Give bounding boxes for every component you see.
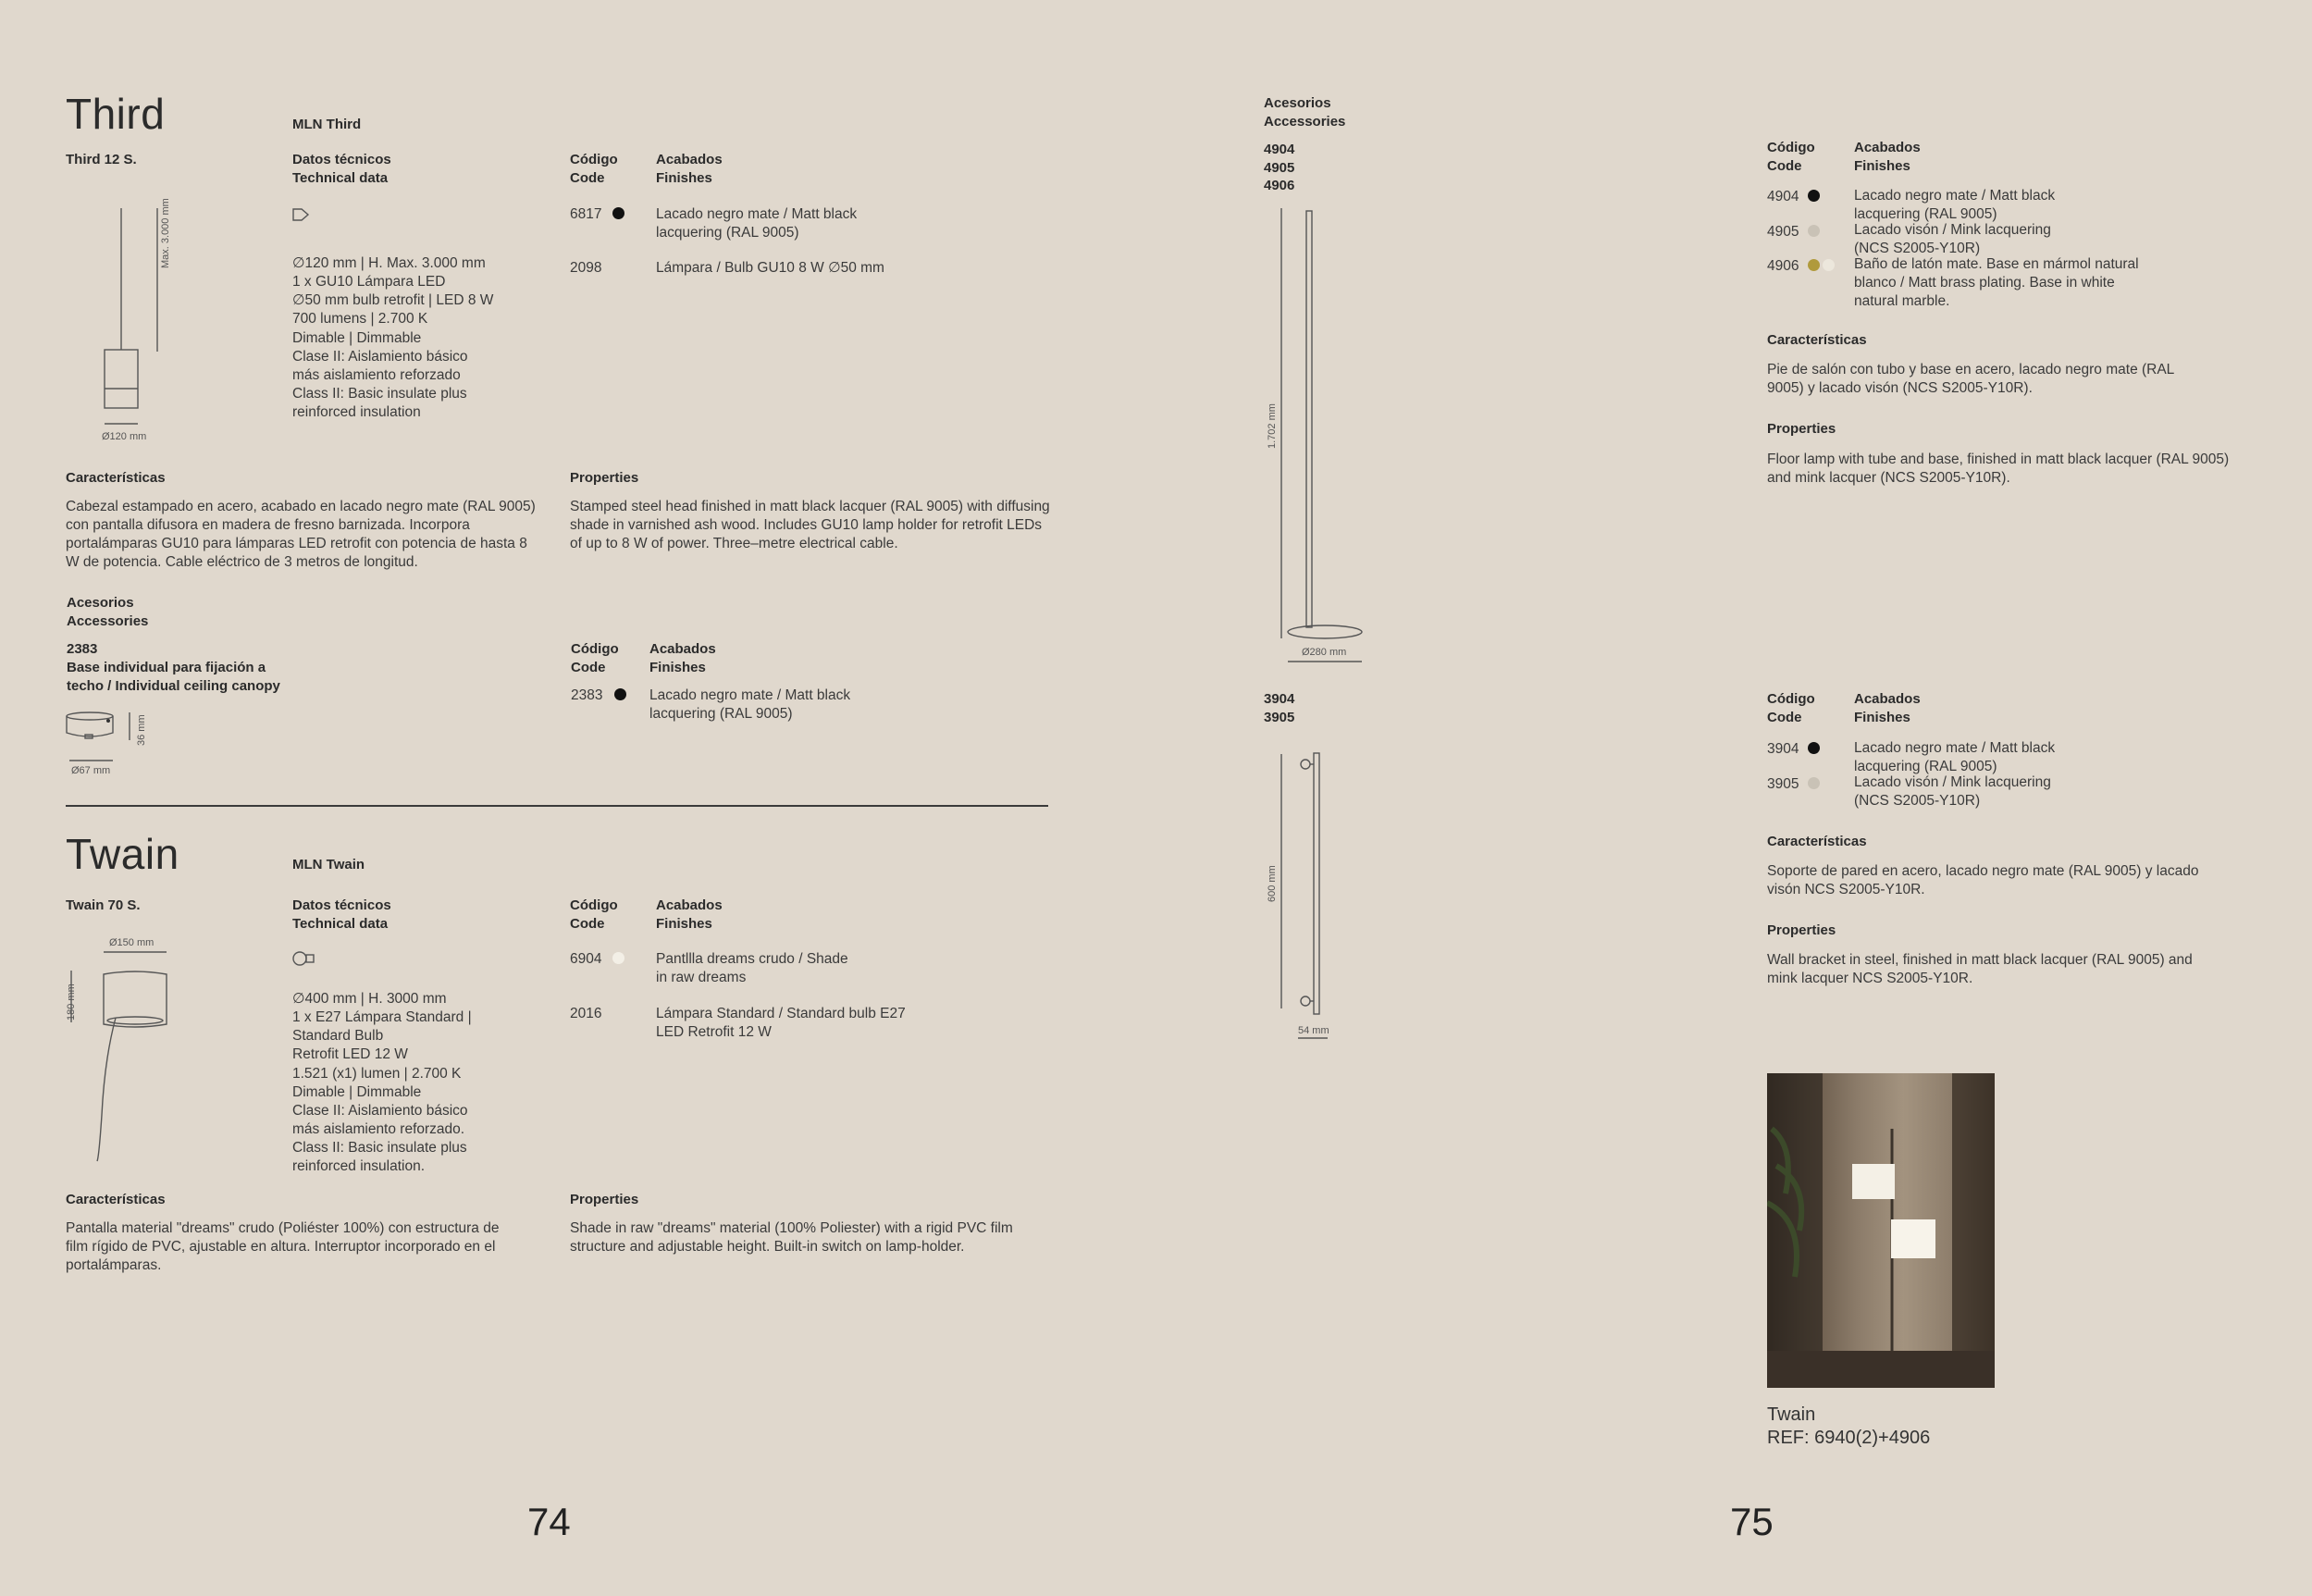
floor-finish-header: Acabados Finishes [1854,140,1921,174]
code-value: 4906 [1767,258,1799,274]
finish-header-third: Acabados Finishes [656,152,723,186]
tech-line: Standard Bulb [292,1028,384,1045]
features-title-twain: Características [66,1192,166,1207]
photo-caption-name: Twain [1767,1404,1816,1425]
tech-line: ∅120 mm | H. Max. 3.000 mm [292,255,486,271]
finish-swatch-marble [1823,259,1835,271]
floor-diameter-dim: Ø280 mm [1302,647,1347,658]
page-number-right: 75 [1730,1500,1774,1543]
tech-line: más aislamiento reforzado. [292,1120,465,1137]
features-title-floor: Características [1767,332,1867,348]
tech-line: reinforced insulation [292,404,421,421]
product-title-twain: Twain [66,830,179,878]
accessories-title-right: Acesorios Accessories [1264,95,1346,130]
third-diameter-dim: Ø120 mm [102,431,147,442]
properties-text-third: Stamped steel head finished in matt black lacquer (RAL 9005) with diffusing shade in varnished ash wood. Includes GU10 lamp holder for retrofit LEDs of up to 8 W of power. Three–metre electrical cable. [570,499,1050,552]
tech-header-twain: Datos técnicos Technical data [292,897,391,932]
code-value: 2098 [570,260,602,276]
tech-line: Clase II: Aislamiento básico [292,1102,468,1119]
canopy-height-dim: 36 mm [136,714,147,746]
properties-text-wall: Wall bracket in steel, finished in matt black lacquer (RAL 9005) and mink lacquer NCS S2005-Y10R. [1767,952,2193,987]
features-title-wall: Características [1767,834,1867,849]
finish-swatch-black [614,688,626,700]
code-value: 3905 [1767,776,1799,792]
finish-swatch-black [1808,190,1820,202]
features-text-twain: Pantalla material "dreams" crudo (Poliéster 100%) con estructura de film rígido de PVC, ajustable en altura. Interruptor incorporado en el portalámparas. [66,1220,500,1274]
features-text-third: Cabezal estampado en acero, acabado en lacado negro mate (RAL 9005) con pantalla difusora en madera de fresno barnizada. Incorpora portalámparas GU10 para lámparas LED retrofit con potencia de hasta 8 W de potencia. Cable eléctrico de 3 metros de longitud. [66,499,536,571]
tech-line: 700 lumens | 2.700 K [292,311,428,328]
tech-line: ∅400 mm | H. 3000 mm [292,991,447,1007]
acc-code-header: Código Code [571,641,619,675]
twain-pendant-drawing [60,948,180,1170]
code-value: 4904 [1767,189,1799,204]
twain-height-dim: 180 mm [66,984,77,1021]
product-title-third: Third [66,90,166,138]
features-text-floor: Pie de salón con tubo y base en acero, lacado negro mate (RAL 9005) y lacado visón (NCS S2005-Y10R). [1767,362,2174,397]
wall-width-dim: 54 mm [1298,1025,1329,1036]
tech-line: 1.521 (x1) lumen | 2.700 K [292,1065,462,1082]
tech-line: 1 x GU10 Lámpara LED [292,274,446,291]
tech-specs-third [292,254,493,422]
finish-text: Baño de latón mate. Base en mármol natural blanco / Matt brass plating. Base in white natural marble. [1854,256,2139,310]
properties-text-twain: Shade in raw "dreams" material (100% Poliester) with a rigid PVC film structure and adjustable height. Built-in switch on lamp-holder. [570,1220,1013,1256]
finish-text: Lacado negro mate / Matt black lacquering (RAL 9005) [656,206,858,241]
code-value: 2383 [571,687,603,703]
code-value: 6904 [570,951,602,967]
code-value: 2016 [570,1006,602,1021]
finish-text: Pantllla dreams crudo / Shade in raw dreams [656,951,848,986]
canopy-diameter-dim: Ø67 mm [71,765,111,776]
bulb-icon [292,951,318,966]
finish-swatch-brass [1808,259,1820,271]
properties-title-third: Properties [570,470,639,486]
finish-text: Lacado negro mate / Matt black lacquering (RAL 9005) [649,687,851,723]
tech-specs-twain [292,990,472,1176]
properties-title-twain: Properties [570,1192,639,1207]
wall-codes-label: 3904 3905 [1264,691,1295,725]
photo-caption-ref: REF: 6940(2)+4906 [1767,1428,1931,1448]
wall-height-dim: 600 mm [1267,865,1278,902]
finish-swatch-mink [1808,777,1820,789]
finish-text: Lámpara Standard / Standard bulb E27 LED Retrofit 12 W [656,1006,906,1041]
finish-text: Lacado visón / Mink lacquering (NCS S2005-Y10R) [1854,774,2051,810]
tech-line: más aislamiento reforzado [292,366,461,383]
finish-swatch-raw [612,952,624,964]
model-name-third: Third 12 S. [66,152,137,167]
floor-codes-label: 4904 4905 4906 [1264,142,1295,193]
third-height-dim: Max. 3.000 mm [160,198,171,268]
section-divider [66,805,1048,807]
wall-bracket-drawing [1272,749,1355,1045]
bulb-icon [292,208,313,221]
finish-text: Lacado visón / Mink lacquering (NCS S2005-Y10R) [1854,222,2051,257]
tech-line: Dimable | Dimmable [292,1083,422,1100]
floor-lamp-drawing [1272,204,1383,666]
code-header-third: Código Code [570,152,618,186]
code-value: 4905 [1767,224,1799,240]
tech-line: reinforced insulation. [292,1158,426,1175]
mln-label-third: MLN Third [292,117,362,132]
floor-height-dim: 1.702 mm [1267,403,1278,449]
acc-finish-header: Acabados Finishes [649,641,716,675]
wall-code-header: Código Code [1767,691,1815,725]
accessory-desc-third: Base individual para fijación a techo / Individual ceiling canopy [67,660,280,694]
properties-text-floor: Floor lamp with tube and base, finished in matt black lacquer (RAL 9005) and mink lacquer (NCS S2005-Y10R). [1767,452,2230,487]
finish-text: Lámpara / Bulb GU10 8 W ∅50 mm [656,260,884,276]
code-header-twain: Código Code [570,897,618,932]
properties-title-wall: Properties [1767,922,1836,938]
product-photo [1767,1073,1995,1388]
tech-line: Class II: Basic insulate plus [292,1140,467,1157]
features-text-wall: Soporte de pared en acero, lacado negro mate (RAL 9005) y lacado visón NCS S2005-Y10R. [1767,863,2199,898]
finish-text: Lacado negro mate / Matt black lacquering (RAL 9005) [1854,188,2056,223]
finish-swatch-black [612,207,624,219]
wall-finish-header: Acabados Finishes [1854,691,1921,725]
page-number-left: 74 [527,1500,571,1543]
code-value: 3904 [1767,741,1799,757]
properties-title-floor: Properties [1767,421,1836,437]
twain-diameter-dim: Ø150 mm [109,937,155,948]
tech-line: Retrofit LED 12 W [292,1046,408,1063]
tech-line: 1 x E27 Lámpara Standard | [292,1009,472,1026]
finish-text: Lacado negro mate / Matt black lacquering (RAL 9005) [1854,740,2056,775]
tech-line: Class II: Basic insulate plus [292,385,467,402]
finish-swatch-mink [1808,225,1820,237]
tech-header-third: Datos técnicos Technical data [292,152,391,186]
tech-line: Dimable | Dimmable [292,329,422,346]
model-name-twain: Twain 70 S. [66,897,141,913]
accessory-code-third: 2383 [67,641,98,657]
accessories-title-third: Acesorios Accessories [67,595,149,629]
features-title-third: Características [66,470,166,486]
mln-label-twain: MLN Twain [292,857,365,872]
code-value: 6817 [570,206,602,222]
finish-swatch-black [1808,742,1820,754]
finish-header-twain: Acabados Finishes [656,897,723,932]
tech-line: Clase II: Aislamiento básico [292,348,468,365]
tech-line: ∅50 mm bulb retrofit | LED 8 W [292,292,494,309]
floor-code-header: Código Code [1767,140,1815,174]
